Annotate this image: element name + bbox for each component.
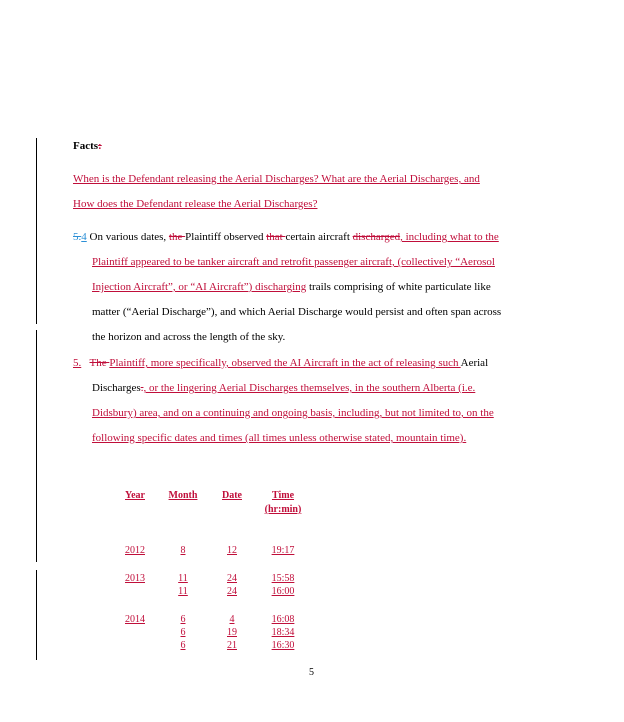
- paragraph-number-deleted: 5.: [73, 231, 82, 243]
- cell-month: 6: [180, 627, 186, 638]
- paragraph-4-line: Plaintiff appeared to be tanker aircraft and retrofit passenger aircraft, (collectively “Aerosol: [92, 256, 495, 268]
- change-bar: [36, 570, 37, 660]
- cell-time: 16:08: [271, 614, 295, 625]
- table-header-time-unit: (hr:min): [264, 504, 302, 515]
- paragraph-5-line: 5. The Plaintiff, more specifically, observed the AI Aircraft in the act of releasing such Aerial: [73, 357, 489, 369]
- paragraph-5-line: Discharges., or the lingering Aerial Discharges themselves, in the southern Alberta (i.e.: [92, 382, 476, 394]
- paragraph-4-line: matter (“Aerial Discharge”), and which Aerial Discharge would persist and often span across: [92, 306, 502, 318]
- cell-month: 6: [180, 614, 186, 625]
- table-header-time: Time: [271, 490, 295, 501]
- paragraph-number-inserted: 4: [81, 231, 87, 243]
- question-line: How does the Defendant release the Aerial Discharges?: [73, 198, 318, 210]
- cell-month: 8: [180, 545, 186, 556]
- table-header-month: Month: [168, 490, 198, 501]
- cell-date: 24: [227, 573, 237, 584]
- paragraph-number: 5.: [73, 357, 82, 369]
- cell-time: 16:30: [271, 640, 295, 651]
- table-header-year: Year: [125, 490, 145, 501]
- cell-date: 4: [229, 614, 235, 625]
- cell-date: 12: [227, 545, 237, 556]
- paragraph-4-line: 5.4 On various dates, the Plaintiff observed that certain aircraft discharged, including what to the: [73, 231, 499, 243]
- cell-time: 19:17: [271, 545, 295, 556]
- cell-date: 24: [227, 586, 237, 597]
- question-line: When is the Defendant releasing the Aerial Discharges? What are the Aerial Discharges, and: [73, 173, 480, 185]
- cell-date: 21: [227, 640, 237, 651]
- cell-time: 15:58: [271, 573, 295, 584]
- cell-year: 2013: [125, 573, 145, 584]
- cell-month: 6: [180, 640, 186, 651]
- cell-year: 2012: [125, 545, 145, 556]
- paragraph-5-line: following specific dates and times (all times unless otherwise stated, mountain time).: [92, 432, 467, 444]
- cell-month: 11: [178, 586, 188, 597]
- cell-date: 19: [227, 627, 237, 638]
- table-header-date: Date: [222, 490, 242, 501]
- paragraph-4-line: the horizon and across the length of the sky.: [92, 331, 286, 343]
- cell-month: 11: [178, 573, 188, 584]
- cell-time: 18:34: [271, 627, 295, 638]
- page-number: 5: [309, 667, 314, 678]
- cell-year: 2014: [125, 614, 145, 625]
- change-bar: [36, 138, 37, 324]
- paragraph-4-line: Injection Aircraft”, or “AI Aircraft”) discharging trails comprising of white particulate like: [92, 281, 491, 293]
- paragraph-5-line: Didsbury) area, and on a continuing and ongoing basis, including, but not limited to, on the: [92, 407, 494, 419]
- change-bar: [36, 330, 37, 562]
- facts-heading: Facts:: [73, 140, 102, 152]
- cell-time: 16:00: [271, 586, 295, 597]
